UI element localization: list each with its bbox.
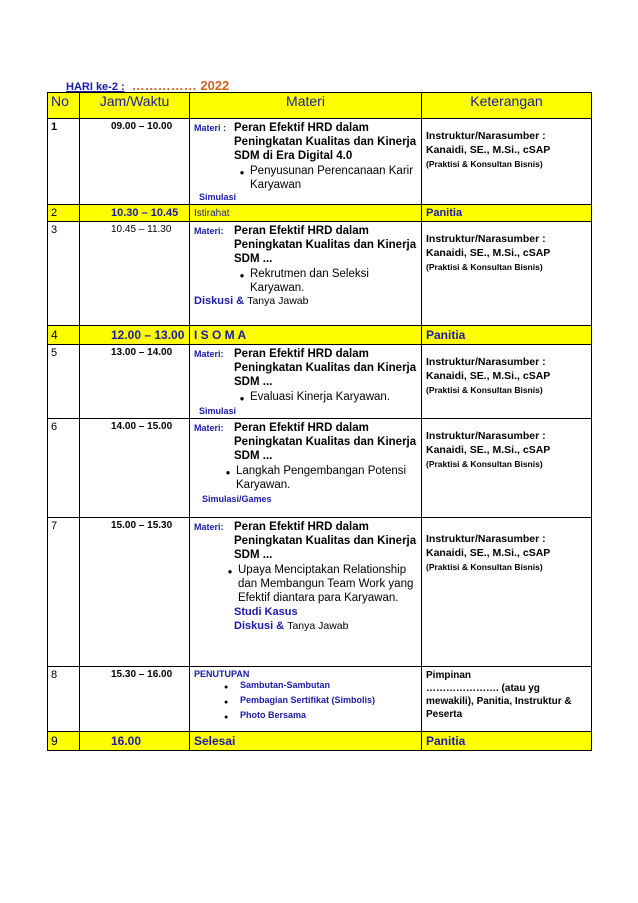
row-jam: 15.00 – 15.30 [80, 518, 190, 667]
ket-role: Instruktur/Narasumber : [426, 430, 546, 442]
row-no: 2 [48, 205, 80, 222]
activity-plain: Tanya Jawab [287, 620, 349, 632]
row-keterangan [422, 222, 592, 326]
ket-desc: (Praktisi & Konsultan Bisnis) [426, 262, 543, 272]
materi-title: Peran Efektif HRD dalam [234, 348, 369, 360]
ket-desc: (Praktisi & Konsultan Bisnis) [426, 459, 543, 469]
row-materi: Istirahat [190, 205, 422, 222]
closing-title: PENUTUPAN [194, 669, 250, 679]
bullet-icon: ● [225, 468, 231, 477]
materi-label: Materi: [194, 349, 224, 359]
row-no: 4 [48, 326, 80, 345]
closing-item: Pembagian Sertifikat (Simbolis) [240, 695, 376, 705]
row-keterangan [422, 345, 592, 419]
col-header-materi: Materi [190, 93, 422, 119]
ket-desc: (Praktisi & Konsultan Bisnis) [426, 385, 543, 395]
table-row [48, 326, 592, 345]
ket-role: Instruktur/Narasumber : [426, 233, 546, 245]
activity-bold: Diskusi & [194, 295, 245, 307]
ket-name: Kanaidi, SE., M.Si., cSAP [426, 144, 551, 156]
row-no: 3 [48, 222, 80, 326]
ket-name: Kanaidi, SE., M.Si., cSAP [426, 444, 551, 456]
materi-title-rest: Peningkatan Kualitas dan Kinerja SDM ... [234, 362, 417, 388]
ket-attendees: …………………. (atau yg mewakili), Panitia, Instruktur & Peserta [426, 683, 572, 720]
ket-leader: Pimpinan [426, 670, 472, 681]
materi-bullet: Penyusunan Perencanaan Karir Karyawan [250, 165, 414, 191]
bullet-icon: ● [239, 168, 245, 177]
activity-bold: Diskusi & [234, 620, 285, 632]
closing-item: Sambutan-Sambutan [240, 680, 331, 690]
row-materi: Selesai [190, 732, 422, 751]
table-row [48, 222, 592, 326]
ket-role: Instruktur/Narasumber : [426, 356, 546, 368]
ket-name: Kanaidi, SE., M.Si., cSAP [426, 547, 551, 559]
col-header-jam: Jam/Waktu [80, 93, 190, 119]
day-date: …………… 2022 [131, 78, 230, 93]
row-keterangan [422, 667, 592, 732]
row-jam: 16.00 [80, 732, 190, 751]
row-materi [190, 222, 422, 326]
row-keterangan: Panitia [422, 732, 592, 751]
table-row [48, 518, 592, 667]
schedule-table [47, 92, 592, 751]
table-row [48, 667, 592, 732]
row-materi [190, 345, 422, 419]
table-row [48, 119, 592, 205]
row-keterangan [422, 119, 592, 205]
materi-title-rest: Peningkatan Kualitas dan Kinerja SDM ... [234, 535, 417, 561]
row-materi [190, 419, 422, 518]
materi-activity: Simulasi [199, 192, 237, 202]
row-jam: 10.30 – 10.45 [80, 205, 190, 222]
row-jam: 10.45 – 11.30 [80, 222, 190, 326]
materi-title-rest: Peningkatan Kualitas dan Kinerja SDM ... [234, 436, 417, 462]
row-no: 1 [48, 119, 80, 205]
row-keterangan [422, 419, 592, 518]
materi-label: Materi: [194, 226, 224, 236]
materi-title: Peran Efektif HRD dalam [234, 225, 369, 237]
materi-label: Materi : [194, 123, 227, 133]
bullet-icon: ● [224, 714, 229, 721]
materi-bullet: Evaluasi Kinerja Karyawan. [250, 391, 390, 403]
materi-label: Materi: [194, 423, 224, 433]
materi-title: Peran Efektif HRD dalam [234, 122, 369, 134]
row-jam: 15.30 – 16.00 [80, 667, 190, 732]
table-row [48, 732, 592, 751]
day-heading [66, 78, 229, 93]
row-no: 6 [48, 419, 80, 518]
materi-bullet: Langkah Pengembangan Potensi Karyawan. [236, 465, 407, 491]
materi-title-rest: Peningkatan Kualitas dan Kinerja SDM ... [234, 239, 417, 265]
row-jam: 12.00 – 13.00 [80, 326, 190, 345]
ket-desc: (Praktisi & Konsultan Bisnis) [426, 159, 543, 169]
ket-role: Instruktur/Narasumber : [426, 130, 546, 142]
row-no: 5 [48, 345, 80, 419]
row-jam: 14.00 – 15.00 [80, 419, 190, 518]
row-materi [190, 667, 422, 732]
bullet-icon: ● [224, 699, 229, 706]
table-row [48, 345, 592, 419]
row-jam: 09.00 – 10.00 [80, 119, 190, 205]
materi-bullet: Rekrutmen dan Seleksi Karyawan. [250, 268, 369, 294]
table-header-row [48, 93, 592, 119]
materi-label: Materi: [194, 522, 224, 532]
day-label: HARI ke-2 : [66, 81, 125, 93]
materi-title-rest: Peningkatan Kualitas dan Kinerja SDM di Era Digital 4.0 [234, 136, 417, 162]
ket-name: Kanaidi, SE., M.Si., cSAP [426, 370, 551, 382]
row-keterangan: Panitia [422, 205, 592, 222]
ket-name: Kanaidi, SE., M.Si., cSAP [426, 247, 551, 259]
table-row [48, 419, 592, 518]
materi-title: Peran Efektif HRD dalam [234, 521, 369, 533]
ket-role: Instruktur/Narasumber : [426, 533, 546, 545]
row-materi: I S O M A [190, 326, 422, 345]
bullet-icon: ● [224, 684, 229, 691]
bullet-icon: ● [227, 567, 233, 576]
row-no: 9 [48, 732, 80, 751]
table-row [48, 205, 592, 222]
col-header-keterangan: Keterangan [422, 93, 592, 119]
bullet-icon: ● [239, 271, 245, 280]
row-keterangan [422, 518, 592, 667]
row-keterangan: Panitia [422, 326, 592, 345]
materi-bullet: Upaya Menciptakan Relationship dan Membangun Team Work yang Efektif diantara para Karyawan. [238, 564, 414, 604]
bullet-icon: ● [239, 394, 245, 403]
materi-activity: Simulasi/Games [202, 494, 272, 504]
materi-activity: Simulasi [199, 406, 237, 416]
col-header-no: No [48, 93, 80, 119]
row-no: 8 [48, 667, 80, 732]
activity-plain: Tanya Jawab [247, 295, 309, 307]
row-jam: 13.00 – 14.00 [80, 345, 190, 419]
closing-item: Photo Bersama [240, 710, 307, 720]
ket-desc: (Praktisi & Konsultan Bisnis) [426, 562, 543, 572]
materi-title: Peran Efektif HRD dalam [234, 422, 369, 434]
row-no: 7 [48, 518, 80, 667]
row-materi [190, 518, 422, 667]
row-materi [190, 119, 422, 205]
materi-activity-case: Studi Kasus [234, 606, 298, 618]
